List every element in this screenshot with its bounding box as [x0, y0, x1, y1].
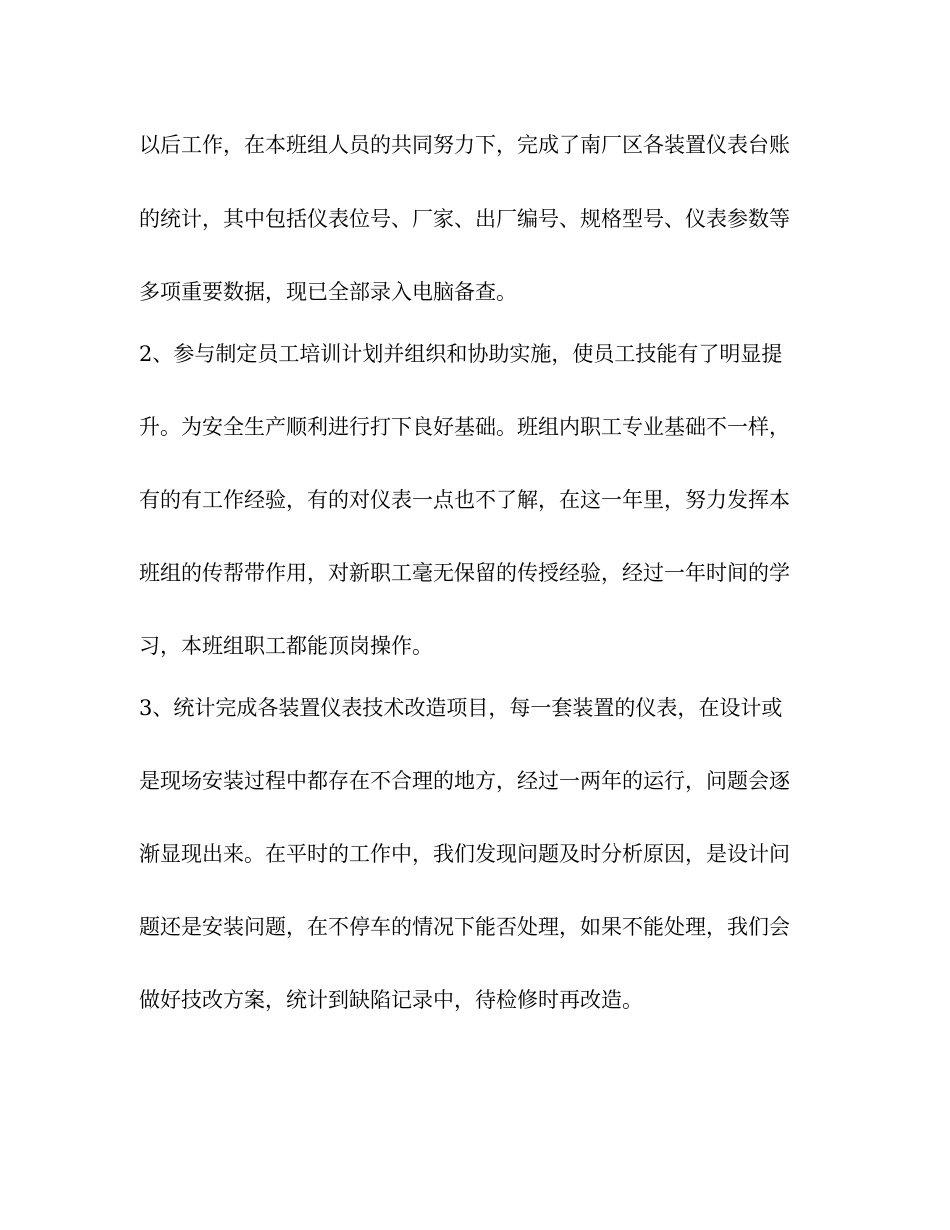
body-text-line: 做好技改方案，统计到缺陷记录中，待检修时再改造。: [139, 988, 643, 1012]
body-text-line: 是现场安装过程中都存在不合理的地方，经过一两年的运行，问题会逐: [139, 769, 790, 793]
body-text-line: 升。为安全生产顺利进行打下良好基础。班组内职工专业基础不一样，: [139, 415, 790, 439]
item-2-first-line: 2、参与制定员工培训计划并组织和协助实施，使员工技能有了明显提: [139, 342, 783, 366]
item-3-first-line: 3、统计完成各装置仪表技术改造项目，每一套装置的仪表，在设计或: [139, 696, 783, 720]
body-text-line: 班组的传帮带作用，对新职工毫无保留的传授经验，经过一年时间的学: [139, 561, 790, 585]
body-text-line: 以后工作，在本班组人员的共同努力下，完成了南厂区各装置仪表台账: [139, 133, 790, 157]
body-text-line: 有的有工作经验，有的对仪表一点也不了解，在这一年里，努力发挥本: [139, 488, 790, 512]
body-text-line: 多项重要数据，现已全部录入电脑备查。: [139, 280, 517, 304]
body-text-line: 习，本班组职工都能顶岗操作。: [139, 634, 433, 658]
body-text-line: 渐显现出来。在平时的工作中，我们发现问题及时分析原因，是设计问: [139, 842, 790, 866]
body-text-line: 题还是安装问题，在不停车的情况下能否处理，如果不能处理，我们会: [139, 915, 790, 939]
body-text-line: 的统计，其中包括仪表位号、厂家、出厂编号、规格型号、仪表参数等: [139, 207, 790, 231]
